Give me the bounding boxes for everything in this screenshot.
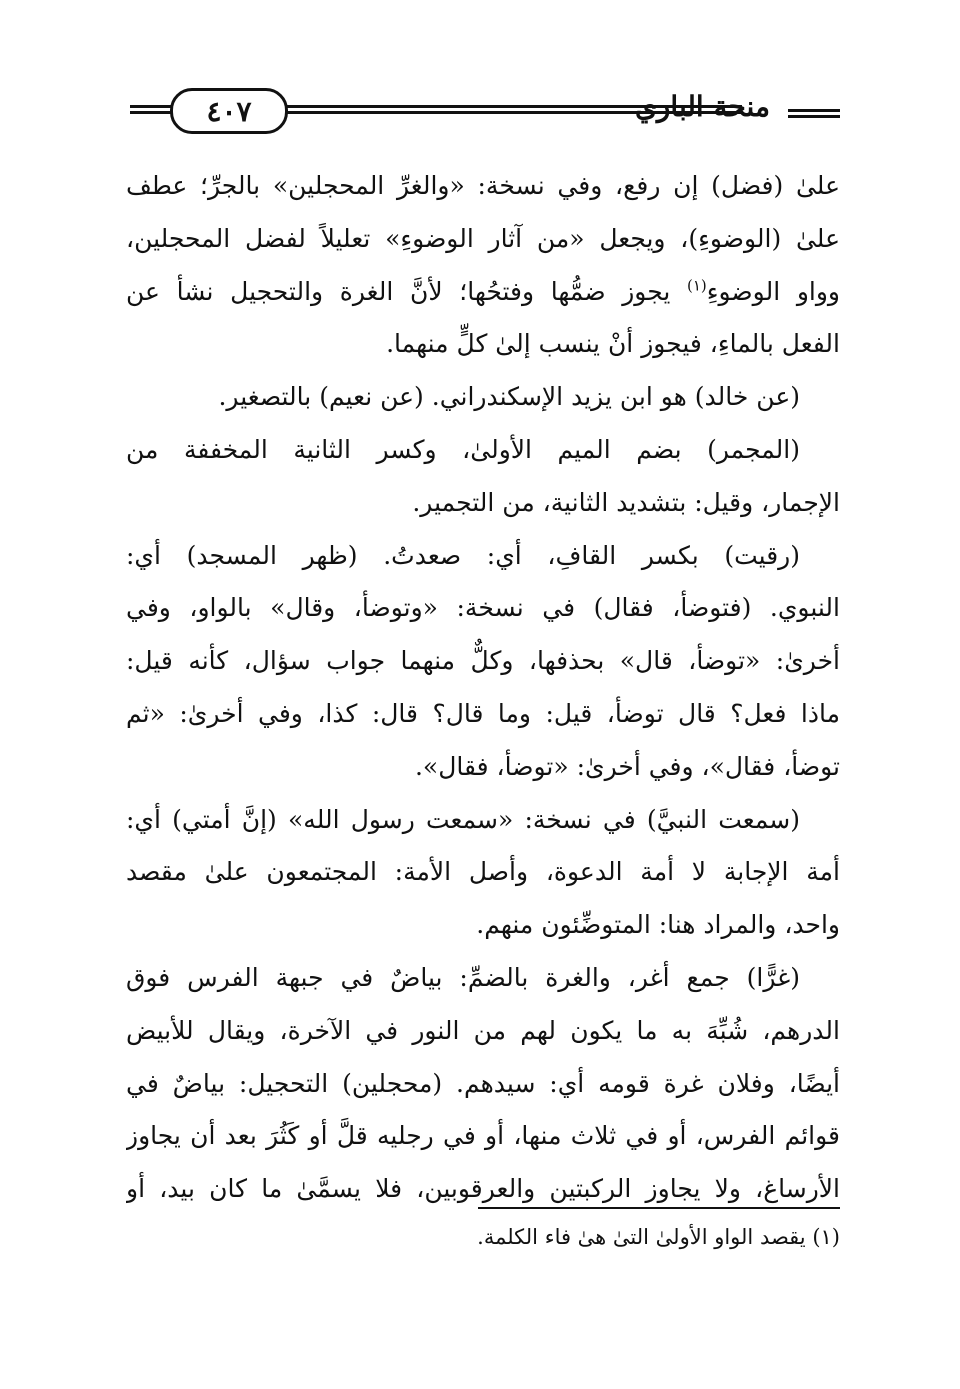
text-line: (المجمر) بضم الميم الأولىٰ، وكسر الثانية المخففة من	[126, 434, 800, 464]
text-line: علىٰ (الوضوءِ)، ويجعل «من آثار الوضوءِ» تعليلاً لفضل المحجلين،	[126, 223, 840, 253]
text-line: علىٰ (فضل) إن رفع، وفي نسخة: «والغرِّ المحجلين» بالجرِّ؛ عطف	[126, 171, 840, 200]
text-line: الأرساغ، ولا يجاوز الركبتين والعرقوبين، فلا يسمَّىٰ ما كان بيد، أو	[126, 1174, 840, 1204]
text-line: (سمعت النبيَّ) في نسخة: «سمعت رسول الله» (إنَّ أمتي) أي:	[126, 804, 800, 834]
text-line: أمة الإجابة لا أمة الدعوة، وأصل الأمة: المجتمعون علىٰ مقصد	[126, 857, 840, 887]
text-line: الفعل بالماءِ، فيجوز أنْ ينسب إلىٰ كلٍّ منهما.	[386, 329, 840, 359]
text-line: (غرًّا) جمع أغر، والغرة بالضمِّ: بياضٌ في جبهة الفرس فوق	[126, 962, 800, 992]
text-line: (عن خالد) هو ابن يزيد الإسكندراني. (عن نعيم) بالتصغير.	[218, 382, 800, 412]
page-number: ٤٠٧	[170, 88, 288, 134]
header-rule-right	[788, 109, 840, 121]
text-line: النبوي. (فتوضأ، فقال) في نسخة: «وتوضأ، وقال» بالواو، وفي	[126, 593, 840, 623]
text-line: توضأ، فقال»، وفي أخرىٰ: «توضأ، فقال».	[414, 751, 840, 781]
text-line: واحد، والمراد هنا: المتوضِّئون منهم.	[476, 910, 840, 940]
text-line	[126, 266, 840, 319]
text-line: قوائم الفرس، أو في ثلاث منها، أو في رجليه قلَّ أو كَثُرَ بعد أن يجاوز	[126, 1121, 840, 1151]
text-line: (رقيت) بكسر القافِ، أي: صعدتُ. (ظهر المسجد) أي:	[126, 540, 800, 570]
text-segment: وواو الوضوءِ	[706, 276, 840, 306]
text-segment: يجوز ضمُّها وفتحُها؛ لأنَّ الغرة والتحجيل نشأ عن	[126, 276, 687, 306]
text-line: أيضًا، وفلان غرة قومه أي: سيدهم. (محجلين) التحجيل: بياضٌ في	[126, 1068, 840, 1098]
text-line: الدرهم، شُبِّهَ به ما يكون لهم من النور في الآخرة، ويقال للأبيض	[126, 1015, 840, 1045]
text-line: أخرىٰ: «توضأ، قال» بحذفها، وكلٌّ منهما جواب سؤال، كأنه قيل:	[126, 646, 840, 676]
footnote-separator	[478, 1207, 840, 1209]
main-text	[126, 160, 840, 1216]
text-line: الإجمار، وقيل: بتشديد الثانية، من التجمير.	[412, 487, 840, 517]
footnote: (١) يقصد الواو الأولىٰ التىٰ هىٰ فاء الكلمة.	[477, 1225, 840, 1249]
text-line: ماذا فعل؟ قال توضأ، قيل: وما قال؟ قال: كذا، وفي أخرىٰ: «ثم	[126, 698, 840, 728]
page-header	[130, 86, 840, 136]
footnote-marker: (١)	[686, 276, 707, 295]
book-title: منحة الباري	[634, 90, 770, 123]
